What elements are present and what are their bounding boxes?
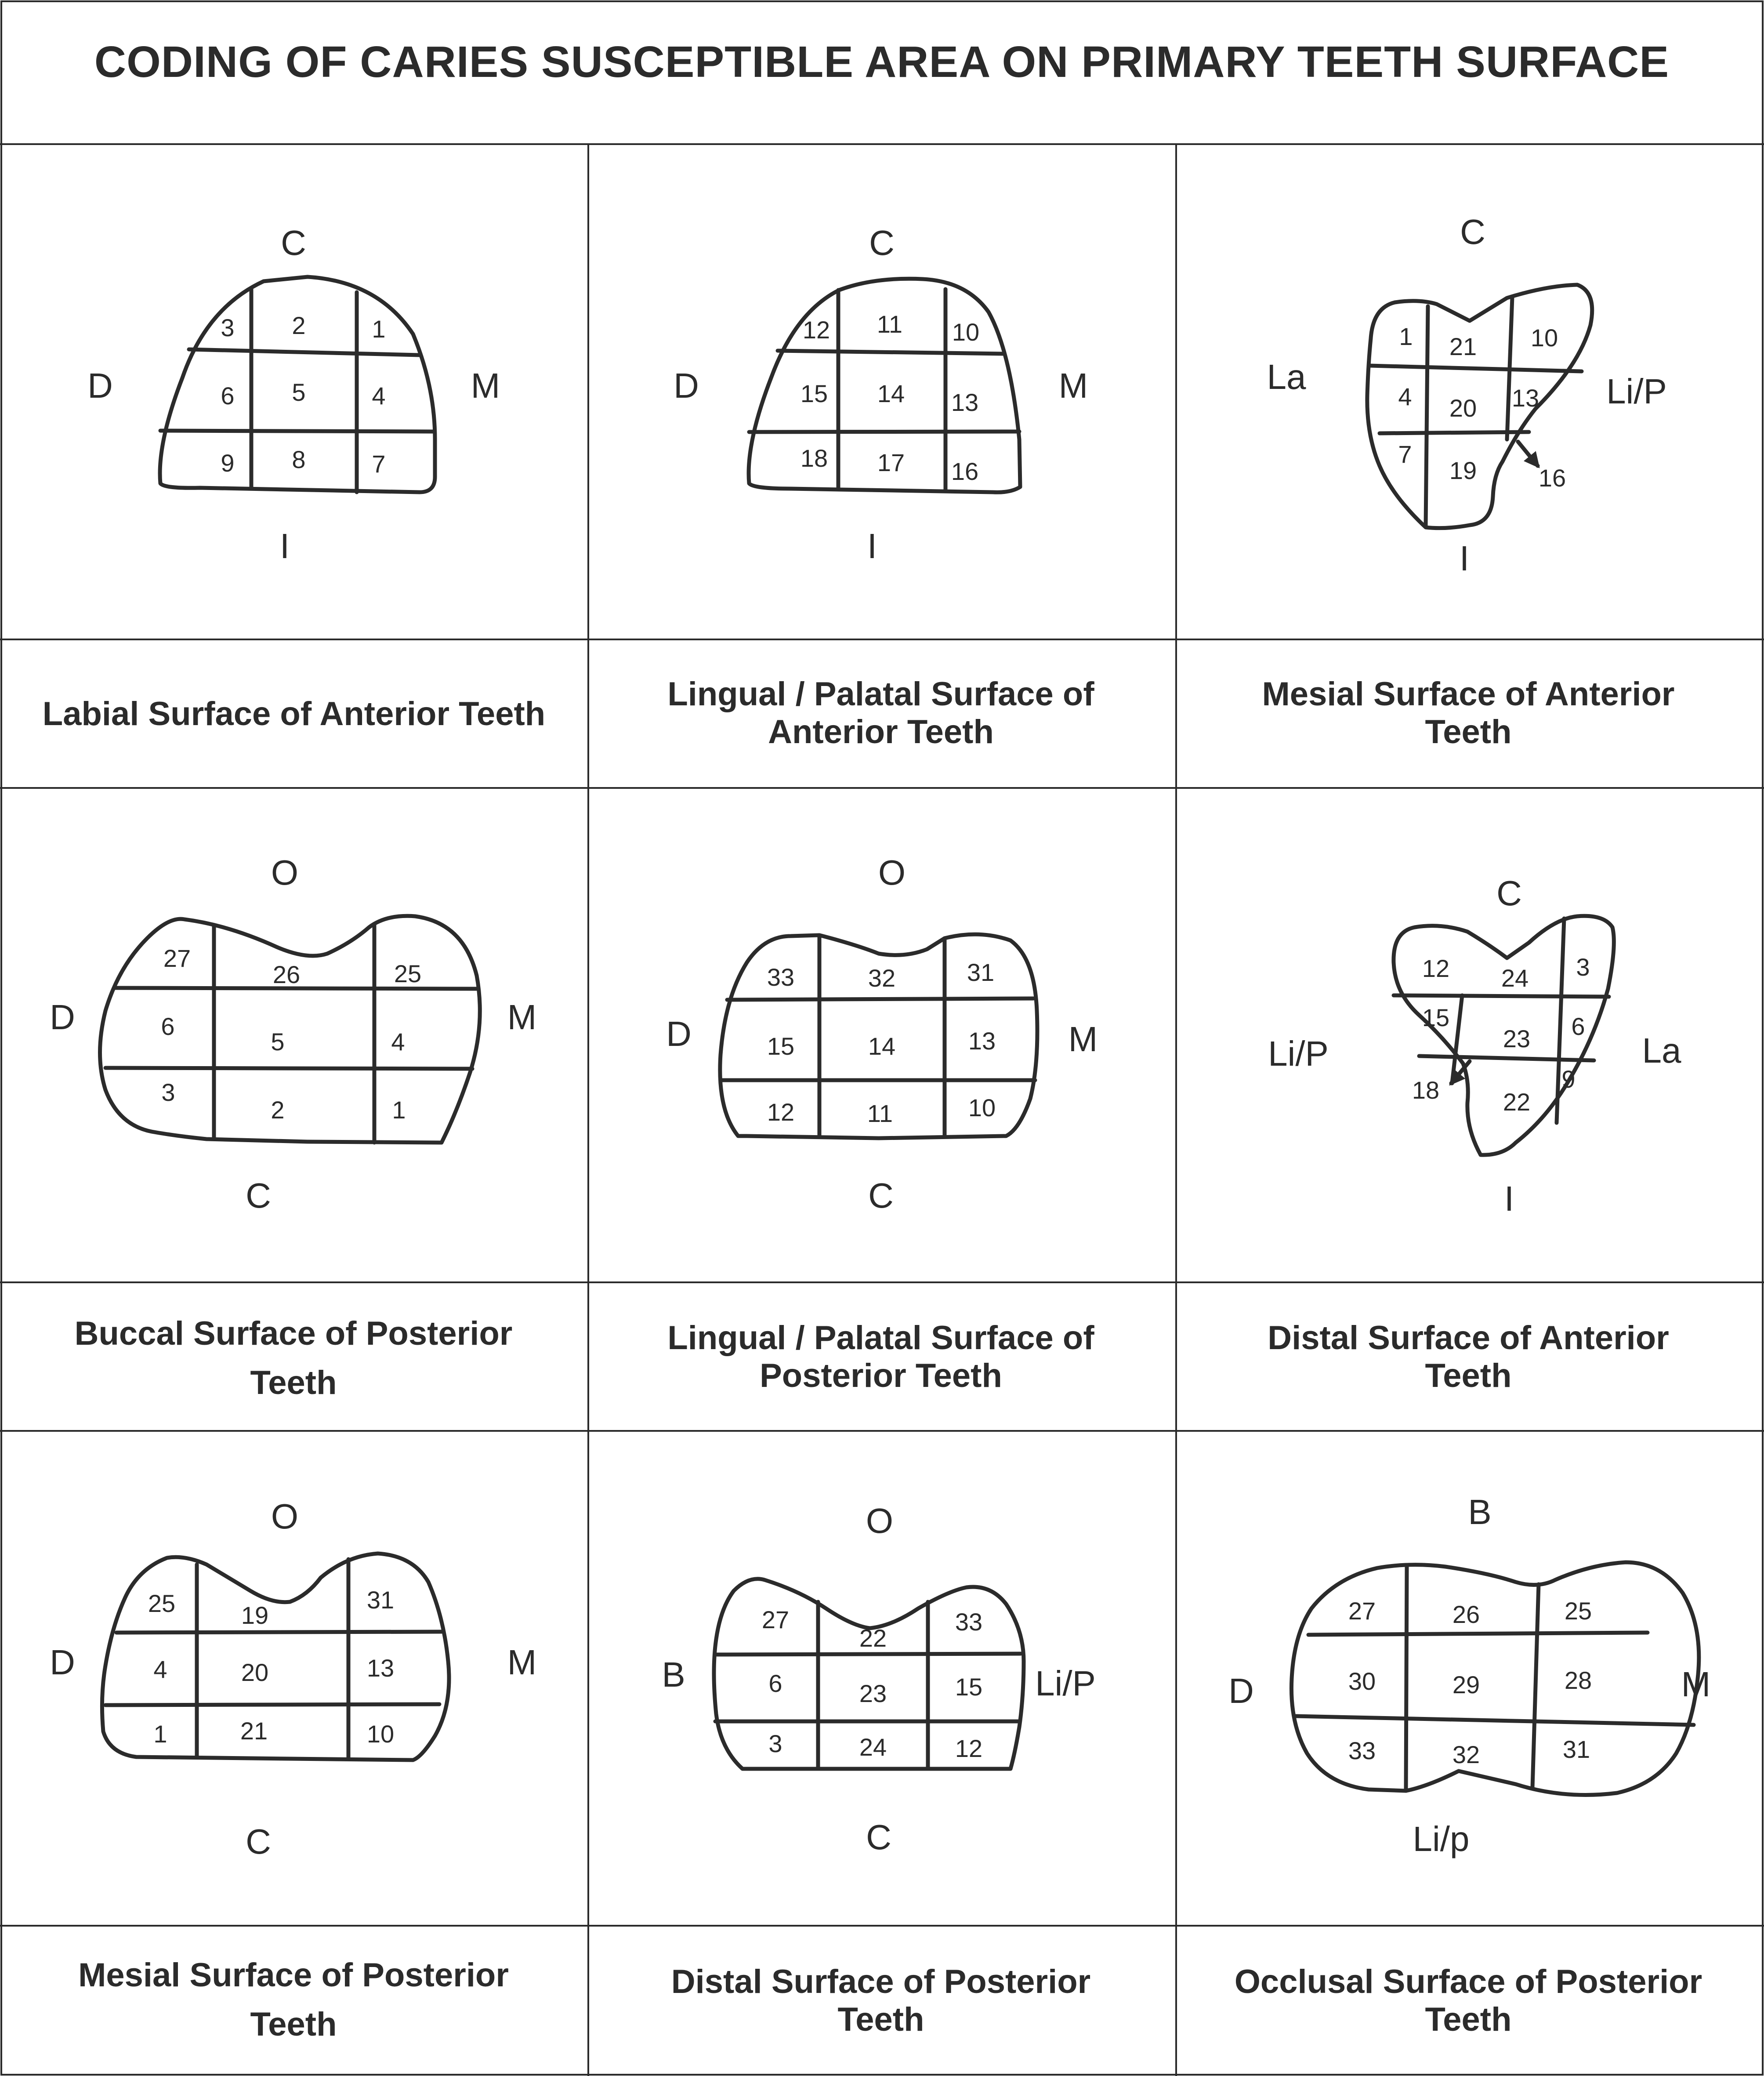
area-code: 12 bbox=[955, 1735, 983, 1762]
region-divider bbox=[1507, 297, 1512, 439]
panel-caption: Mesial Surface of Posterior Teeth bbox=[78, 1956, 509, 2043]
direction-label: Li/P bbox=[1606, 372, 1667, 411]
area-code: 3 bbox=[1576, 953, 1590, 981]
area-code: 7 bbox=[372, 450, 386, 478]
area-code: 9 bbox=[1561, 1065, 1576, 1093]
region-divider bbox=[778, 351, 1004, 354]
panel-distal-posterior bbox=[662, 1501, 1096, 2038]
area-code: 1 bbox=[1399, 323, 1413, 350]
direction-label: D bbox=[666, 1014, 692, 1053]
panel-occlusal-posterior bbox=[1228, 1492, 1710, 2038]
direction-label: Li/P bbox=[1035, 1664, 1096, 1703]
direction-label: C bbox=[868, 1176, 894, 1215]
direction-label: La bbox=[1642, 1031, 1681, 1070]
area-code: 20 bbox=[1449, 394, 1477, 422]
panel-labial-anterior bbox=[43, 223, 545, 733]
area-code: 19 bbox=[241, 1601, 269, 1629]
area-code: 28 bbox=[1564, 1666, 1592, 1694]
direction-label: M bbox=[1068, 1020, 1098, 1059]
panel-caption: Occlusal Surface of Posterior Teeth bbox=[1234, 1963, 1702, 2038]
direction-label: C bbox=[281, 223, 306, 262]
region-divider bbox=[1406, 1567, 1407, 1791]
panel-caption: Lingual / Palatal Surface of Anterior Teeth bbox=[667, 675, 1094, 751]
area-code: 9 bbox=[221, 449, 235, 477]
region-divider bbox=[727, 998, 1033, 1000]
area-code: 2 bbox=[271, 1096, 285, 1124]
area-code: 13 bbox=[1511, 384, 1539, 412]
area-code: 12 bbox=[767, 1098, 795, 1126]
direction-label: C bbox=[246, 1176, 271, 1215]
area-code: 15 bbox=[955, 1673, 983, 1701]
area-code: 33 bbox=[1348, 1737, 1376, 1764]
area-code: 32 bbox=[1452, 1741, 1480, 1768]
direction-label: I bbox=[1459, 539, 1470, 578]
area-code: 33 bbox=[955, 1608, 983, 1636]
area-code: 16 bbox=[1538, 464, 1566, 492]
area-code: 7 bbox=[1398, 440, 1412, 468]
area-code: 24 bbox=[1501, 964, 1529, 992]
area-code: 11 bbox=[877, 310, 903, 338]
direction-label: I bbox=[279, 526, 290, 566]
panel-mesial-anterior bbox=[1262, 212, 1675, 751]
area-code: 2 bbox=[292, 312, 306, 339]
area-code: 24 bbox=[859, 1733, 887, 1761]
area-code: 4 bbox=[391, 1028, 405, 1056]
region-divider bbox=[189, 349, 420, 355]
area-code: 20 bbox=[241, 1659, 269, 1686]
panel-lingual-anterior bbox=[667, 223, 1094, 751]
direction-label: La bbox=[1267, 357, 1306, 396]
area-code: 32 bbox=[868, 964, 896, 992]
direction-label: D bbox=[674, 366, 699, 405]
region-divider bbox=[1518, 442, 1538, 466]
area-code: 5 bbox=[271, 1028, 285, 1056]
direction-label: B bbox=[662, 1655, 685, 1694]
area-code: 1 bbox=[153, 1720, 167, 1748]
panel-caption: Lingual / Palatal Surface of Posterior Teeth bbox=[667, 1319, 1094, 1394]
direction-label: O bbox=[878, 853, 906, 892]
area-code: 21 bbox=[240, 1717, 268, 1745]
area-code: 15 bbox=[767, 1032, 795, 1060]
direction-label: C bbox=[1460, 212, 1485, 251]
tooth-outline bbox=[100, 916, 480, 1143]
area-code: 23 bbox=[859, 1680, 887, 1707]
direction-label: D bbox=[87, 366, 113, 405]
direction-label: M bbox=[507, 1643, 537, 1682]
direction-label: O bbox=[866, 1501, 894, 1540]
region-divider bbox=[1295, 1716, 1694, 1725]
region-divider bbox=[717, 1654, 1021, 1655]
region-divider bbox=[1426, 306, 1428, 526]
area-code: 13 bbox=[366, 1654, 395, 1682]
area-code: 4 bbox=[372, 382, 386, 410]
area-code: 11 bbox=[867, 1100, 893, 1127]
panel-mesial-posterior bbox=[50, 1497, 536, 2043]
panel-caption: Distal Surface of Posterior Teeth bbox=[671, 1963, 1091, 2038]
region-divider bbox=[1419, 1056, 1594, 1060]
area-code: 31 bbox=[1562, 1735, 1590, 1763]
region-divider bbox=[105, 1068, 472, 1069]
area-code: 31 bbox=[366, 1586, 395, 1614]
area-code: 3 bbox=[161, 1078, 175, 1106]
area-code: 15 bbox=[1422, 1004, 1450, 1031]
area-code: 25 bbox=[394, 960, 422, 987]
direction-label: I bbox=[867, 526, 877, 566]
area-code: 1 bbox=[372, 315, 386, 343]
area-code: 6 bbox=[221, 382, 235, 410]
area-code: 16 bbox=[951, 457, 979, 485]
area-code: 21 bbox=[1449, 333, 1477, 360]
panel-lingual-posterior bbox=[666, 853, 1098, 1394]
region-divider bbox=[1370, 366, 1582, 371]
area-code: 25 bbox=[148, 1590, 176, 1617]
direction-label: D bbox=[50, 998, 75, 1037]
panel-caption: Distal Surface of Anterior Teeth bbox=[1268, 1319, 1669, 1394]
direction-label: Li/P bbox=[1268, 1034, 1329, 1073]
region-divider bbox=[116, 1632, 442, 1633]
direction-label: M bbox=[1058, 366, 1088, 405]
area-code: 33 bbox=[767, 963, 795, 991]
area-code: 25 bbox=[1564, 1597, 1592, 1625]
area-code: 30 bbox=[1348, 1667, 1376, 1695]
area-code: 15 bbox=[800, 380, 828, 407]
area-code: 3 bbox=[221, 314, 235, 341]
direction-label: B bbox=[1468, 1492, 1492, 1532]
direction-label: I bbox=[1504, 1179, 1514, 1218]
direction-label: D bbox=[50, 1643, 75, 1682]
area-code: 10 bbox=[1530, 324, 1558, 352]
area-code: 12 bbox=[802, 316, 830, 344]
direction-label: M bbox=[507, 998, 537, 1037]
area-code: 14 bbox=[877, 380, 905, 407]
area-code: 27 bbox=[761, 1606, 790, 1633]
direction-label: M bbox=[1681, 1665, 1711, 1704]
area-code: 4 bbox=[1398, 383, 1412, 410]
area-code: 26 bbox=[272, 961, 301, 988]
area-code: 1 bbox=[392, 1096, 406, 1124]
direction-label: O bbox=[271, 853, 299, 892]
area-code: 29 bbox=[1452, 1671, 1480, 1699]
area-code: 6 bbox=[768, 1670, 782, 1697]
area-code: 23 bbox=[1503, 1025, 1531, 1053]
panel-caption: Buccal Surface of Posterior Teeth bbox=[74, 1315, 513, 1401]
area-code: 14 bbox=[868, 1032, 896, 1060]
direction-label: M bbox=[471, 366, 500, 405]
area-code: 17 bbox=[877, 449, 905, 476]
direction-label: C bbox=[1496, 874, 1522, 913]
area-code: 31 bbox=[967, 958, 995, 986]
direction-label: C bbox=[246, 1822, 271, 1861]
area-code: 13 bbox=[951, 388, 979, 416]
area-code: 6 bbox=[161, 1013, 175, 1040]
area-code: 26 bbox=[1452, 1601, 1480, 1628]
area-code: 10 bbox=[968, 1094, 996, 1121]
panel-caption: Mesial Surface of Anterior Teeth bbox=[1262, 675, 1675, 751]
panel-buccal-posterior bbox=[50, 853, 536, 1401]
direction-label: D bbox=[1228, 1671, 1254, 1710]
area-code: 13 bbox=[968, 1027, 996, 1055]
area-code: 10 bbox=[366, 1720, 395, 1748]
area-code: 12 bbox=[1422, 955, 1450, 982]
panel-caption: Labial Surface of Anterior Teeth bbox=[42, 695, 546, 733]
area-code: 8 bbox=[292, 446, 306, 473]
area-code: 18 bbox=[1412, 1076, 1440, 1104]
area-code: 5 bbox=[292, 378, 306, 406]
area-code: 27 bbox=[1348, 1597, 1376, 1625]
area-code: 22 bbox=[1503, 1088, 1531, 1116]
region-divider bbox=[105, 1704, 439, 1705]
region-divider bbox=[1308, 1633, 1648, 1635]
area-code: 19 bbox=[1449, 457, 1477, 484]
area-code: 22 bbox=[859, 1624, 887, 1652]
area-code: 18 bbox=[800, 444, 828, 472]
chart-title: CODING OF CARIES SUSCEPTIBLE AREA ON PRIMARY TEETH SURFACE bbox=[94, 37, 1670, 87]
area-code: 10 bbox=[952, 318, 980, 346]
direction-label: C bbox=[869, 223, 895, 262]
direction-label: C bbox=[866, 1818, 891, 1857]
area-code: 4 bbox=[153, 1655, 167, 1683]
area-code: 6 bbox=[1571, 1013, 1585, 1040]
region-divider bbox=[1394, 995, 1609, 997]
panel-distal-anterior bbox=[1268, 874, 1681, 1394]
area-code: 27 bbox=[163, 944, 191, 972]
direction-label: Li/p bbox=[1413, 1819, 1470, 1858]
area-code: 3 bbox=[768, 1730, 782, 1757]
region-divider bbox=[1532, 1584, 1539, 1788]
region-divider bbox=[160, 431, 434, 432]
direction-label: O bbox=[271, 1497, 299, 1536]
